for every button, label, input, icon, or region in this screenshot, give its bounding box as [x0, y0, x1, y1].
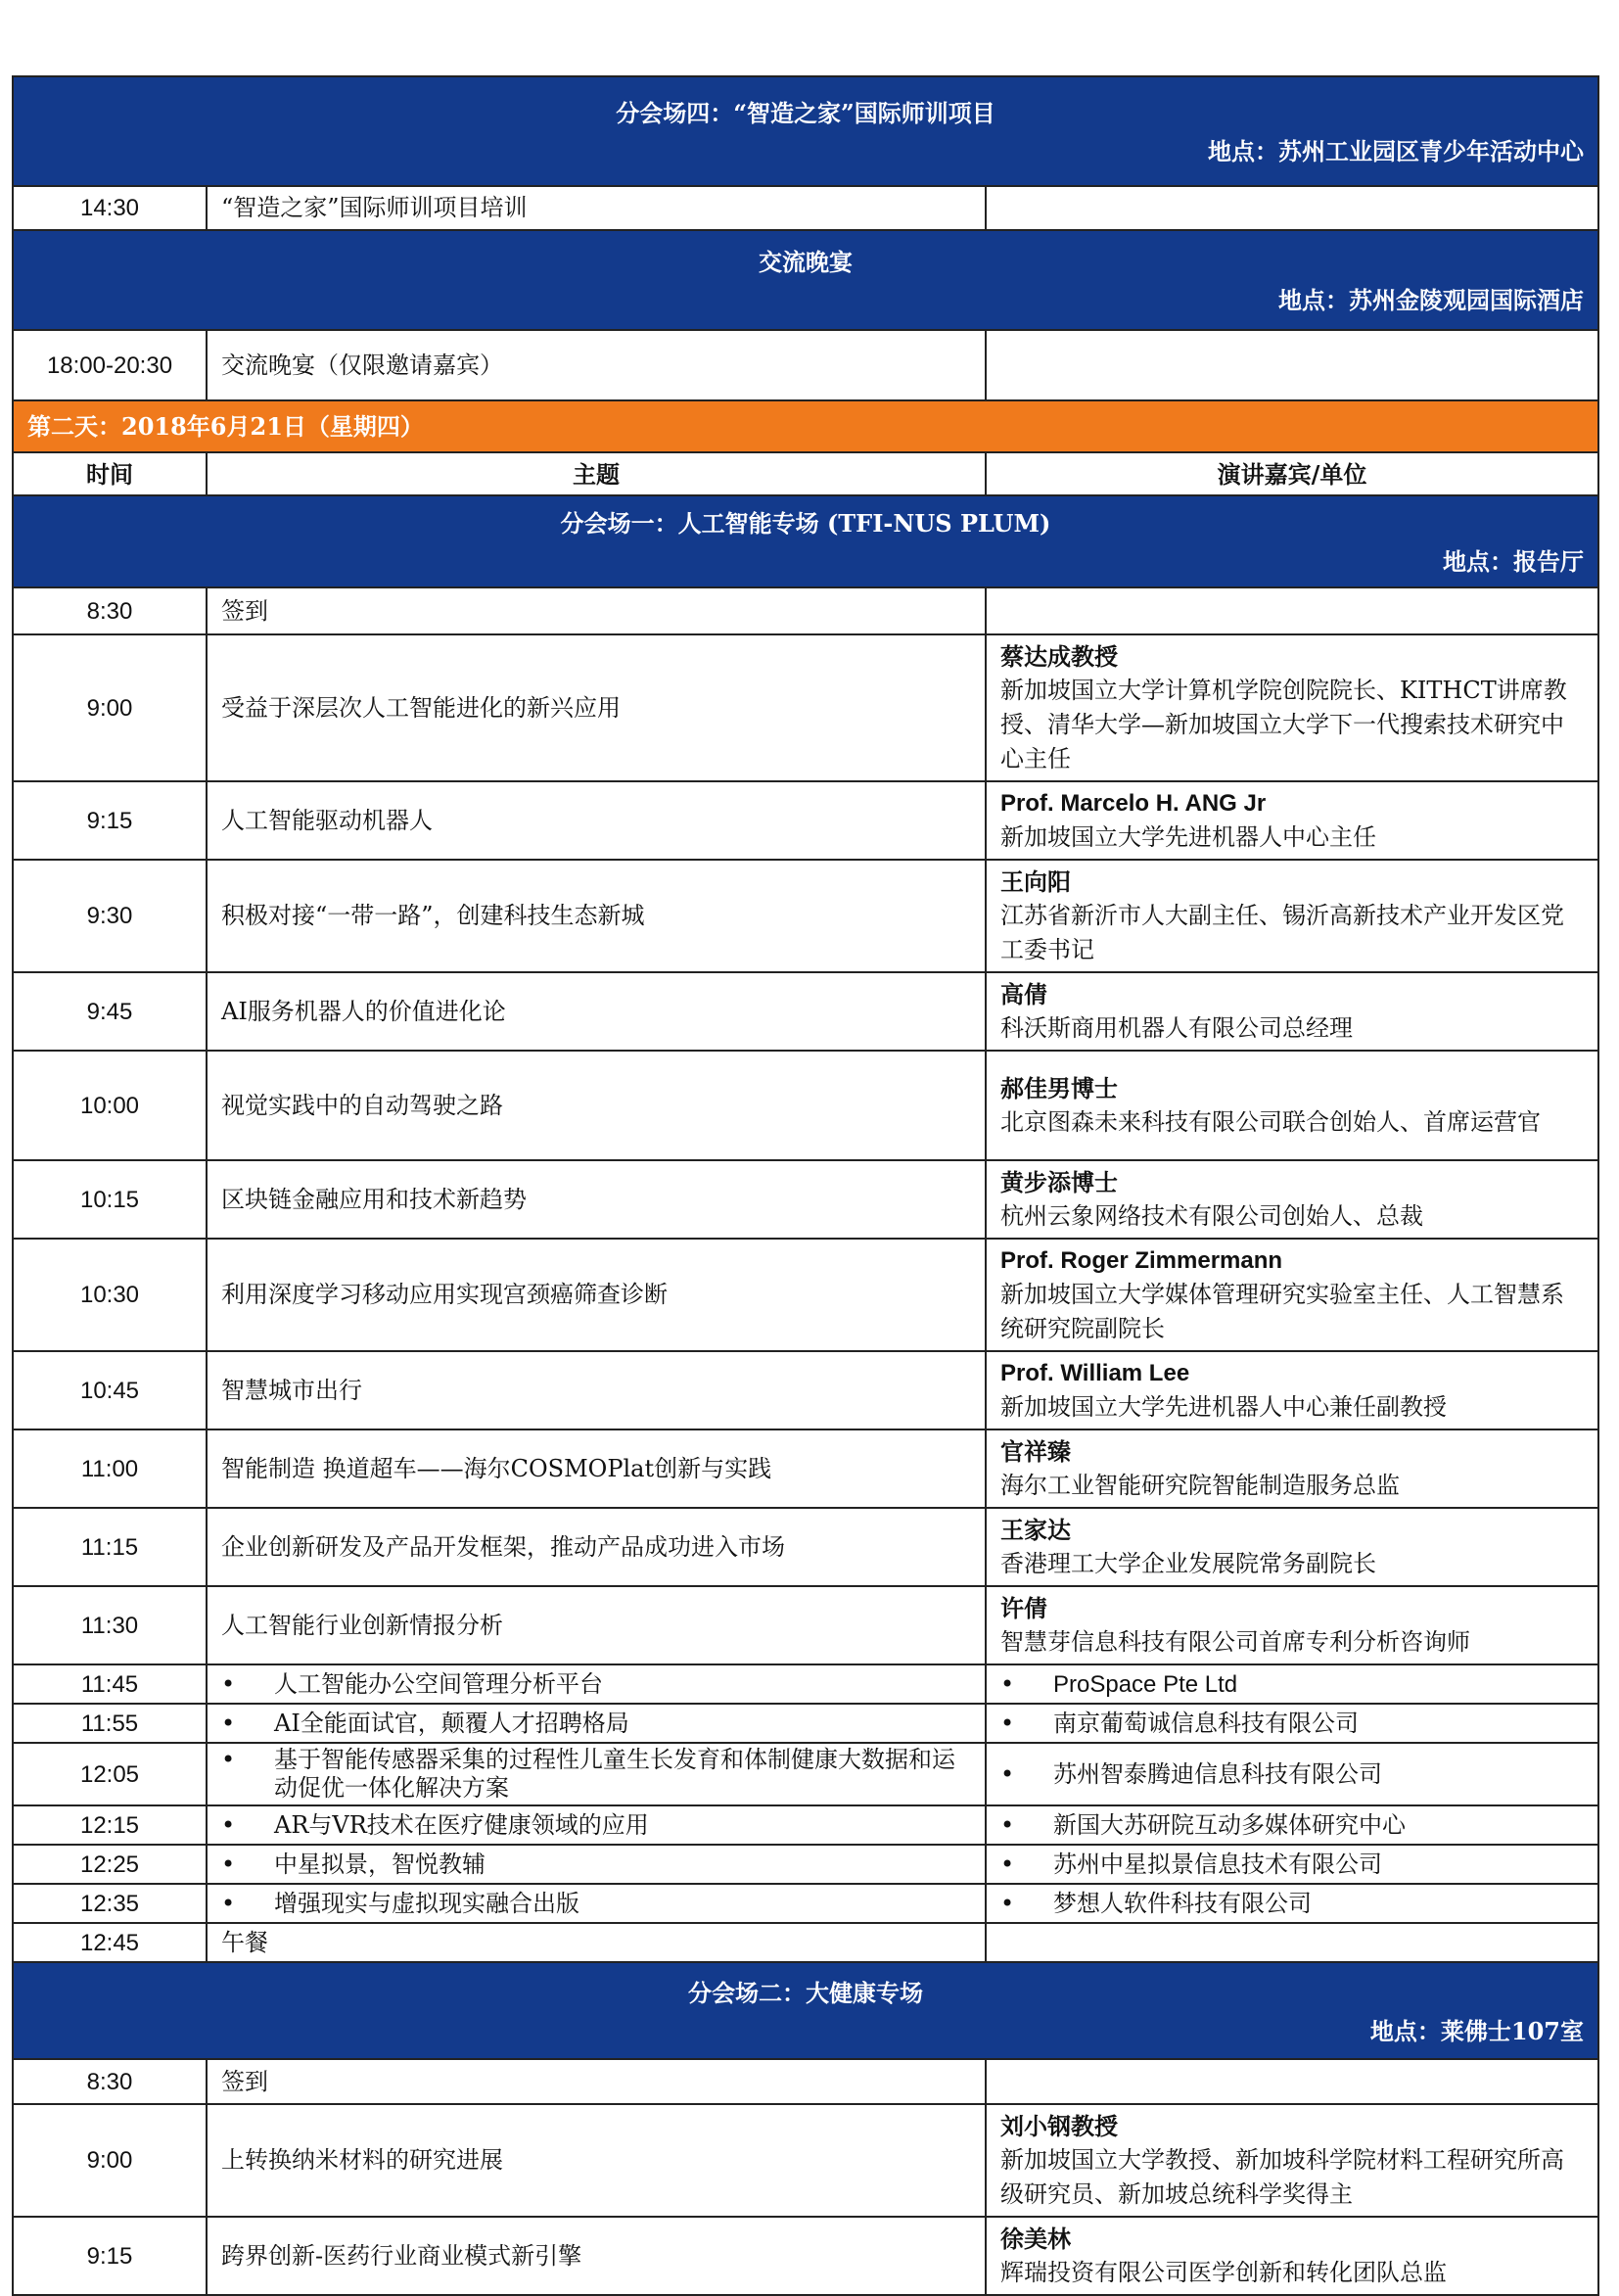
speaker-cell	[986, 1051, 1598, 1160]
agenda-row	[13, 330, 1598, 400]
speaker-affiliation: 海尔工业智能研究院智能制造服务总监	[1000, 1472, 1400, 1499]
topic-cell: 企业创新研发及产品开发框架，推动产品成功进入市场	[207, 1508, 986, 1586]
agenda-row	[13, 1508, 1598, 1586]
agenda-row	[13, 972, 1598, 1051]
speaker-affiliation: 新加坡国立大学计算机学院创院院长、KITHCT讲席教授、清华大学—新加坡国立大学下一代搜索技术研究中心主任	[1000, 677, 1567, 773]
speaker-cell	[986, 1160, 1598, 1239]
agenda-row	[13, 1160, 1598, 1239]
bullet-icon: •	[1000, 1810, 1015, 1839]
topic-cell: 人工智能驱动机器人	[207, 781, 986, 860]
speaker-name: 高倩	[1000, 980, 1047, 1008]
topic-text: 增强现实与虚拟现实融合出版	[274, 1889, 579, 1917]
session-title: 交流晚宴	[759, 248, 853, 276]
topic-text: 基于智能传感器采集的过程性儿童生长发育和体制健康大数据和运动促优一体化解决方案	[274, 1746, 955, 1802]
agenda-row	[13, 1429, 1598, 1508]
speaker-cell	[986, 2059, 1598, 2104]
day-header	[13, 400, 1598, 452]
time-cell: 10:15	[13, 1160, 207, 1239]
session-header-cell	[13, 76, 1598, 186]
bullet-icon: •	[1000, 1759, 1015, 1788]
bullet-icon: •	[1000, 1709, 1015, 1737]
speaker-name: 黄步添博士	[1000, 1168, 1118, 1196]
speaker-name: Prof. Roger Zimmermann	[1000, 1247, 1283, 1274]
speaker-affiliation: 智慧芽信息科技有限公司首席专利分析咨询师	[1000, 1628, 1470, 1656]
time-cell: 11:55	[13, 1704, 207, 1743]
time-cell: 10:00	[13, 1051, 207, 1160]
topic-cell: “智造之家”国际师训项目培训	[207, 186, 986, 230]
topic-cell: 午餐	[207, 1923, 986, 1962]
bullet-icon: •	[221, 1889, 236, 1917]
demo-row	[13, 1743, 1598, 1805]
time-cell: 8:30	[13, 2059, 207, 2104]
company-text: ProSpace Pte Ltd	[1053, 1670, 1238, 1698]
column-header-row	[13, 452, 1598, 495]
speaker-name: 王向阳	[1000, 867, 1071, 896]
session-location: 地点：苏州金陵观园国际酒店	[1278, 286, 1585, 314]
speaker-name: 许倩	[1000, 1594, 1047, 1622]
bullet-icon: •	[221, 1810, 236, 1839]
agenda-row	[13, 781, 1598, 860]
time-cell: 11:45	[13, 1664, 207, 1704]
time-cell: 10:45	[13, 1351, 207, 1429]
speaker-name: 蔡达成教授	[1000, 642, 1118, 671]
topic-cell: 积极对接“一带一路”，创建科技生态新城	[207, 860, 986, 972]
agenda-row	[13, 1923, 1598, 1962]
topic-cell	[207, 1704, 986, 1743]
agenda-row	[13, 587, 1598, 634]
speaker-name: 徐美林	[1000, 2225, 1071, 2253]
speaker-name: Prof. William Lee	[1000, 1360, 1190, 1386]
time-cell: 10:30	[13, 1239, 207, 1351]
time-cell: 9:00	[13, 634, 207, 781]
demo-row	[13, 1884, 1598, 1923]
speaker-affiliation: 新加坡国立大学教授、新加坡科学院材料工程研究所高级研究员、新加坡总统科学奖得主	[1000, 2146, 1564, 2208]
topic-cell: 受益于深层次人工智能进化的新兴应用	[207, 634, 986, 781]
session-header	[13, 495, 1598, 587]
bullet-icon: •	[1000, 1669, 1015, 1698]
topic-cell: 区块链金融应用和技术新趋势	[207, 1160, 986, 1239]
agenda-row	[13, 1051, 1598, 1160]
speaker-cell	[986, 2104, 1598, 2217]
speaker-cell	[986, 1239, 1598, 1351]
speaker-cell	[986, 1351, 1598, 1429]
speaker-cell	[986, 2217, 1598, 2295]
topic-cell: 智能制造 换道超车——海尔COSMOPlat创新与实践	[207, 1429, 986, 1508]
bullet-icon: •	[221, 1850, 236, 1878]
speaker-affiliation: 江苏省新沂市人大副主任、锡沂高新技术产业开发区党工委书记	[1000, 902, 1564, 963]
bullet-icon: •	[221, 1669, 236, 1698]
speaker-affiliation: 新加坡国立大学媒体管理研究实验室主任、人工智慧系统研究院副院长	[1000, 1281, 1564, 1342]
speaker-cell	[986, 634, 1598, 781]
company-cell	[986, 1743, 1598, 1805]
speaker-affiliation: 北京图森未来科技有限公司联合创始人、首席运营官	[1000, 1108, 1541, 1136]
speaker-cell	[986, 1508, 1598, 1586]
topic-cell: 上转换纳米材料的研究进展	[207, 2104, 986, 2217]
topic-cell: 签到	[207, 2059, 986, 2104]
topic-cell: AI服务机器人的价值进化论	[207, 972, 986, 1051]
session-header-cell	[13, 495, 1598, 587]
demo-row	[13, 1805, 1598, 1845]
time-cell: 11:15	[13, 1508, 207, 1586]
topic-cell: 智慧城市出行	[207, 1351, 986, 1429]
bullet-icon: •	[221, 1746, 236, 1773]
time-cell: 9:45	[13, 972, 207, 1051]
company-cell	[986, 1704, 1598, 1743]
session-header	[13, 230, 1598, 330]
bullet-icon: •	[1000, 1889, 1015, 1917]
topic-cell: 人工智能行业创新情报分析	[207, 1586, 986, 1664]
session-location: 地点：莱佛士107室	[1369, 2016, 1585, 2045]
topic-cell: 视觉实践中的自动驾驶之路	[207, 1051, 986, 1160]
bullet-icon: •	[1000, 1850, 1015, 1878]
speaker-cell	[986, 781, 1598, 860]
topic-text: 人工智能办公空间管理分析平台	[274, 1669, 603, 1698]
time-cell: 12:45	[13, 1923, 207, 1962]
topic-cell	[207, 1884, 986, 1923]
speaker-affiliation: 香港理工大学企业发展院常务副院长	[1000, 1550, 1376, 1577]
speaker-name: Prof. Marcelo H. ANG Jr	[1000, 790, 1267, 817]
speaker-cell	[986, 330, 1598, 400]
time-cell: 12:25	[13, 1845, 207, 1884]
session-location: 地点：报告厅	[1443, 547, 1585, 576]
time-cell: 12:35	[13, 1884, 207, 1923]
speaker-affiliation: 新加坡国立大学先进机器人中心主任	[1000, 823, 1376, 851]
time-cell: 9:15	[13, 2217, 207, 2295]
speaker-cell	[986, 972, 1598, 1051]
session-location: 地点：苏州工业园区青少年活动中心	[1208, 137, 1585, 165]
speaker-cell	[986, 587, 1598, 634]
column-header-time: 时间	[13, 452, 207, 495]
company-text: 新国大苏研院互动多媒体研究中心	[1053, 1810, 1406, 1839]
topic-text: AI全能面试官，颠覆人才招聘格局	[274, 1709, 629, 1737]
time-cell: 18:00-20:30	[13, 330, 207, 400]
bullet-icon: •	[221, 1709, 236, 1737]
topic-cell: 利用深度学习移动应用实现宫颈癌筛查诊断	[207, 1239, 986, 1351]
speaker-name: 郝佳男博士	[1000, 1074, 1118, 1102]
column-header-topic: 主题	[207, 452, 986, 495]
time-cell: 9:30	[13, 860, 207, 972]
speaker-name: 刘小钢教授	[1000, 2112, 1118, 2140]
agenda-row	[13, 186, 1598, 230]
session-header-cell	[13, 230, 1598, 330]
agenda-page	[12, 75, 1597, 2296]
topic-cell: 签到	[207, 587, 986, 634]
topic-cell	[207, 1805, 986, 1845]
session-title: 分会场四：“智造之家”国际师训项目	[616, 99, 995, 127]
topic-cell	[207, 1664, 986, 1704]
time-cell: 12:15	[13, 1805, 207, 1845]
session-header	[13, 1962, 1598, 2059]
speaker-cell	[986, 860, 1598, 972]
time-cell: 12:05	[13, 1743, 207, 1805]
session-title: 分会场二：大健康专场	[688, 1978, 923, 2007]
time-cell: 14:30	[13, 186, 207, 230]
topic-cell: 交流晚宴（仅限邀请嘉宾）	[207, 330, 986, 400]
agenda-row	[13, 634, 1598, 781]
company-cell	[986, 1805, 1598, 1845]
company-text: 南京葡萄诚信息科技有限公司	[1053, 1709, 1359, 1737]
agenda-row	[13, 1351, 1598, 1429]
agenda-table	[12, 75, 1599, 2296]
topic-cell	[207, 1743, 986, 1805]
demo-row	[13, 1664, 1598, 1704]
agenda-row	[13, 2059, 1598, 2104]
company-text: 苏州中星拟景信息技术有限公司	[1053, 1850, 1382, 1878]
speaker-cell	[986, 1586, 1598, 1664]
speaker-name: 官祥臻	[1000, 1437, 1071, 1466]
company-cell	[986, 1884, 1598, 1923]
speaker-affiliation: 杭州云象网络技术有限公司创始人、总裁	[1000, 1202, 1423, 1230]
topic-cell: 跨界创新-医药行业商业模式新引擎	[207, 2217, 986, 2295]
company-text: 梦想人软件科技有限公司	[1053, 1889, 1312, 1917]
session-header-cell	[13, 1962, 1598, 2059]
demo-row	[13, 1704, 1598, 1743]
speaker-cell	[986, 186, 1598, 230]
agenda-row	[13, 1239, 1598, 1351]
speaker-affiliation: 新加坡国立大学先进机器人中心兼任副教授	[1000, 1393, 1447, 1421]
company-text: 苏州智泰腾迪信息科技有限公司	[1053, 1759, 1382, 1788]
day-title: 第二天：2018年6月21日（星期四）	[13, 400, 1598, 452]
speaker-name: 王家达	[1000, 1516, 1071, 1544]
speaker-cell	[986, 1923, 1598, 1962]
session-header	[13, 76, 1598, 186]
time-cell: 9:00	[13, 2104, 207, 2217]
speaker-affiliation: 科沃斯商用机器人有限公司总经理	[1000, 1014, 1353, 1042]
time-cell: 11:00	[13, 1429, 207, 1508]
topic-text: 中星拟景，智悦教辅	[274, 1850, 486, 1878]
agenda-row	[13, 860, 1598, 972]
company-cell	[986, 1845, 1598, 1884]
time-cell: 8:30	[13, 587, 207, 634]
speaker-cell	[986, 1429, 1598, 1508]
topic-text: AR与VR技术在医疗健康领域的应用	[274, 1810, 649, 1839]
agenda-row	[13, 1586, 1598, 1664]
time-cell: 9:15	[13, 781, 207, 860]
session-title: 分会场一：人工智能专场 (TFI-NUS PLUM)	[560, 509, 1051, 538]
column-header-speaker: 演讲嘉宾/单位	[986, 452, 1598, 495]
topic-cell	[207, 1845, 986, 1884]
agenda-row	[13, 2217, 1598, 2295]
agenda-row	[13, 2104, 1598, 2217]
speaker-affiliation: 辉瑞投资有限公司医学创新和转化团队总监	[1000, 2259, 1447, 2286]
demo-row	[13, 1845, 1598, 1884]
time-cell: 11:30	[13, 1586, 207, 1664]
company-cell	[986, 1664, 1598, 1704]
